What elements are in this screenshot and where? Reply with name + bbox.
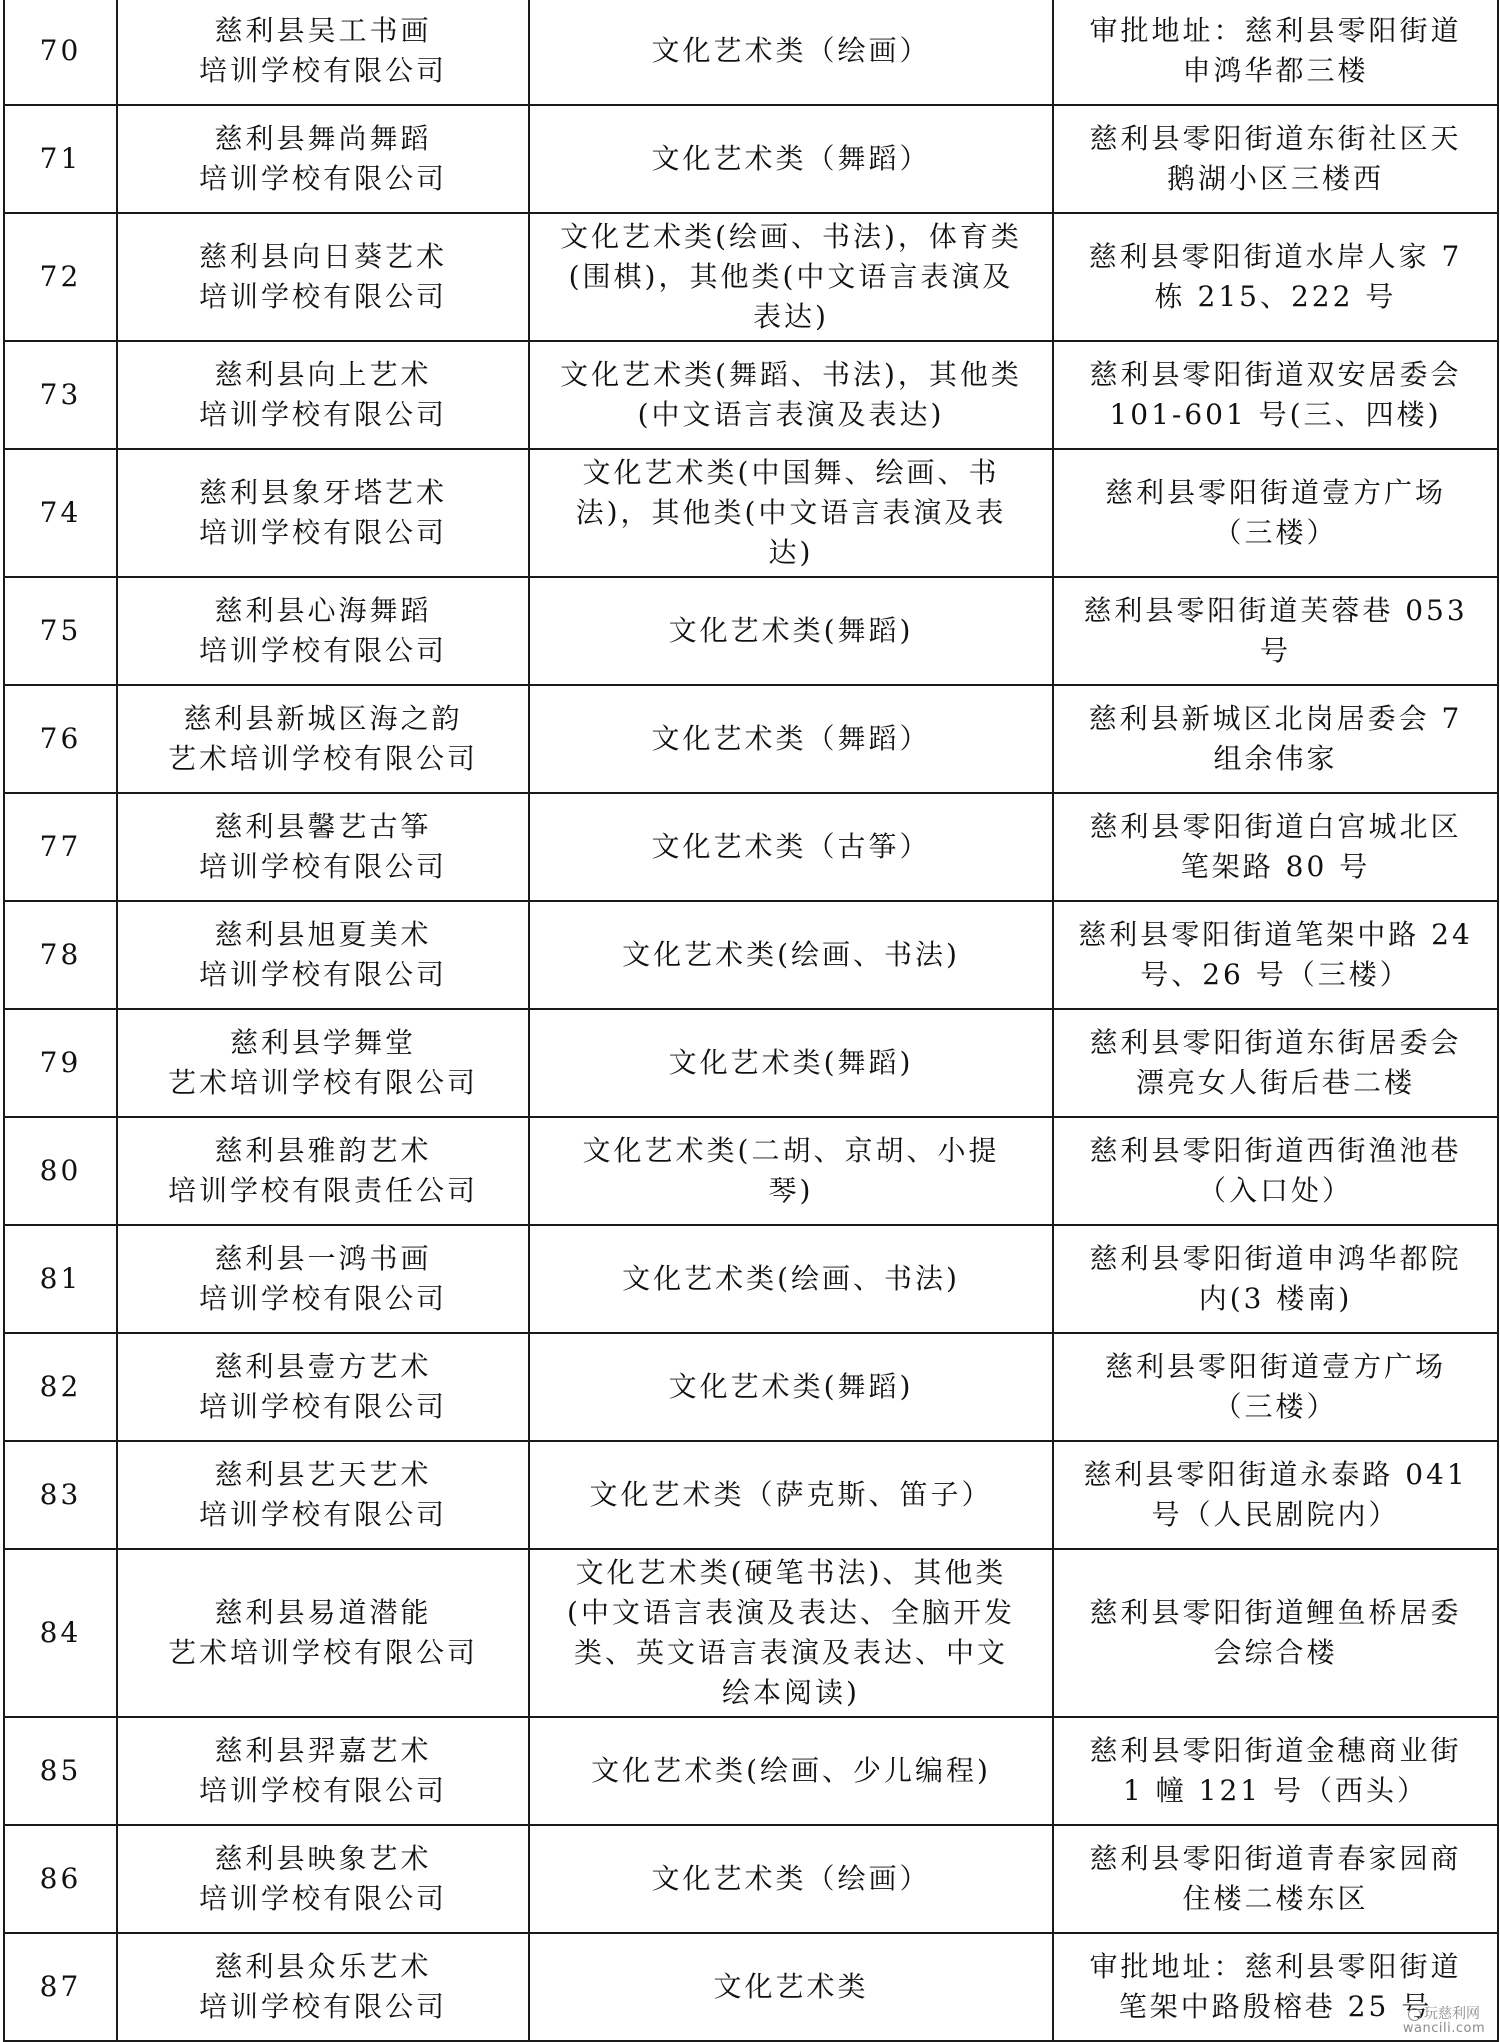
table-row <box>4 901 1498 1009</box>
address-line: 慈利县零阳街道芙蓉巷 053 <box>1083 594 1468 627</box>
category-line: (围棋)，其他类(中文语言表演及 <box>568 260 1014 293</box>
table-row <box>4 1717 1498 1825</box>
category-line: 文化艺术类（舞蹈） <box>651 142 931 175</box>
school-name-cell <box>117 341 529 449</box>
category-line: 绘本阅读) <box>722 1676 860 1709</box>
address-line: 鹅湖小区三楼西 <box>1166 162 1384 195</box>
address-line: 慈利县零阳街道东街社区天 <box>1089 122 1462 155</box>
address-line: 慈利县零阳街道壹方广场 <box>1104 1350 1446 1383</box>
category-cell <box>529 1333 1053 1441</box>
address-line: 号、26 号（三楼） <box>1140 958 1411 991</box>
address-line: （三楼） <box>1213 1390 1338 1423</box>
row-number-cell: 71 <box>4 105 117 213</box>
row-number-cell: 83 <box>4 1441 117 1549</box>
category-line: (中文语言表演及表达) <box>637 398 945 431</box>
table-row <box>4 685 1498 793</box>
row-number-cell: 79 <box>4 1009 117 1117</box>
address-line: 组余伟家 <box>1213 742 1338 775</box>
address-line: 慈利县零阳街道鲤鱼桥居委 <box>1089 1596 1462 1629</box>
row-number-cell: 86 <box>4 1825 117 1933</box>
address-line: 号 <box>1259 634 1291 667</box>
row-number-cell: 80 <box>4 1117 117 1225</box>
school-name-line: 培训学校有限公司 <box>198 1882 447 1915</box>
school-name-line: 培训学校有限公司 <box>198 1282 447 1315</box>
category-cell <box>529 793 1053 901</box>
category-line: (中文语言表演及表达、全脑开发 <box>567 1596 1015 1629</box>
category-line: 文化艺术类(舞蹈、书法)，其他类 <box>560 358 1022 391</box>
address-cell <box>1053 1549 1498 1717</box>
table-row <box>4 793 1498 901</box>
school-name-line: 培训学校有限公司 <box>198 280 447 313</box>
address-line: 1 幢 121 号（西头） <box>1123 1774 1428 1807</box>
category-line: 文化艺术类(绘画、书法) <box>622 938 960 971</box>
row-number-cell: 77 <box>4 793 117 901</box>
school-name-line: 艺术培训学校有限公司 <box>167 742 478 775</box>
school-name-line: 慈利县吴工书画 <box>214 14 432 47</box>
school-name-line: 慈利县学舞堂 <box>229 1026 416 1059</box>
category-cell <box>529 341 1053 449</box>
school-name-line: 培训学校有限公司 <box>198 634 447 667</box>
school-name-line: 培训学校有限公司 <box>198 1498 447 1531</box>
address-line: 漂亮女人街后巷二楼 <box>1135 1066 1415 1099</box>
address-line: 慈利县零阳街道永泰路 041 <box>1083 1458 1468 1491</box>
table-row <box>4 1225 1498 1333</box>
category-line: 文化艺术类（舞蹈） <box>651 722 931 755</box>
school-name-cell <box>117 449 529 577</box>
address-line: （入口处） <box>1197 1174 1353 1207</box>
category-line: 文化艺术类(绘画、书法)，体育类 <box>560 220 1022 253</box>
category-line: 达) <box>768 536 814 569</box>
address-line: 101-601 号(三、四楼) <box>1109 398 1442 431</box>
category-line: 文化艺术类（绘画） <box>651 34 931 67</box>
school-name-cell <box>117 0 529 105</box>
address-cell <box>1053 1441 1498 1549</box>
school-name-line: 培训学校有限公司 <box>198 162 447 195</box>
address-cell <box>1053 793 1498 901</box>
school-name-line: 慈利县壹方艺术 <box>214 1350 432 1383</box>
category-cell <box>529 1549 1053 1717</box>
address-line: 慈利县零阳街道笔架中路 24 <box>1078 918 1473 951</box>
address-cell <box>1053 1225 1498 1333</box>
row-number-cell: 87 <box>4 1933 117 2041</box>
address-cell <box>1053 1117 1498 1225</box>
address-line: 慈利县零阳街道东街居委会 <box>1089 1026 1462 1059</box>
row-number-cell: 72 <box>4 213 117 341</box>
school-name-cell <box>117 1441 529 1549</box>
school-name-line: 培训学校有限公司 <box>198 1390 447 1423</box>
category-cell <box>529 213 1053 341</box>
school-name-line: 慈利县羿嘉艺术 <box>214 1734 432 1767</box>
watermark-logo-icon <box>1408 2008 1421 2021</box>
address-line: 慈利县零阳街道申鸿华都院 <box>1089 1242 1462 1275</box>
school-name-cell <box>117 1333 529 1441</box>
site-watermark <box>1398 2006 1490 2037</box>
category-cell <box>529 577 1053 685</box>
address-line: 慈利县零阳街道壹方广场 <box>1104 476 1446 509</box>
address-line: 慈利县零阳街道西街渔池巷 <box>1089 1134 1462 1167</box>
address-line: 栋 215、222 号 <box>1154 280 1397 313</box>
row-number-cell: 70 <box>4 0 117 105</box>
address-line: 慈利县新城区北岗居委会 7 <box>1088 702 1463 735</box>
row-number-cell: 82 <box>4 1333 117 1441</box>
category-line: 琴) <box>768 1174 814 1207</box>
category-line: 文化艺术类（萨克斯、笛子） <box>589 1478 993 1511</box>
row-number-cell: 74 <box>4 449 117 577</box>
row-number-cell: 85 <box>4 1717 117 1825</box>
address-line: 审批地址：慈利县零阳街道 <box>1089 14 1462 47</box>
category-line: 文化艺术类(中国舞、绘画、书 <box>582 456 1000 489</box>
school-name-line: 培训学校有限公司 <box>198 516 447 549</box>
address-cell <box>1053 0 1498 105</box>
school-name-line: 慈利县映象艺术 <box>214 1842 432 1875</box>
school-name-line: 培训学校有限公司 <box>198 958 447 991</box>
category-line: 法)，其他类(中文语言表演及表 <box>575 496 1007 529</box>
school-name-line: 慈利县馨艺古筝 <box>214 810 432 843</box>
row-number-cell: 81 <box>4 1225 117 1333</box>
school-name-line: 培训学校有限公司 <box>198 1774 447 1807</box>
category-cell <box>529 1225 1053 1333</box>
category-line: 文化艺术类（绘画） <box>651 1862 931 1895</box>
school-name-line: 艺术培训学校有限公司 <box>167 1636 478 1669</box>
category-line: 文化艺术类(绘画、少儿编程) <box>591 1754 991 1787</box>
category-line: 文化艺术类(舞蹈) <box>668 614 914 647</box>
school-name-line: 慈利县艺天艺术 <box>214 1458 432 1491</box>
address-line: 号（人民剧院内） <box>1151 1498 1400 1531</box>
table-row <box>4 1117 1498 1225</box>
address-line: 笔架路 80 号 <box>1180 850 1371 883</box>
address-cell <box>1053 341 1498 449</box>
table-row <box>4 1441 1498 1549</box>
school-name-line: 慈利县向日葵艺术 <box>198 240 447 273</box>
category-cell <box>529 1009 1053 1117</box>
category-cell <box>529 0 1053 105</box>
school-name-cell <box>117 685 529 793</box>
address-line: 会综合楼 <box>1213 1636 1338 1669</box>
category-cell <box>529 685 1053 793</box>
school-name-line: 培训学校有限责任公司 <box>167 1174 478 1207</box>
school-name-line: 慈利县一鸿书画 <box>214 1242 432 1275</box>
category-cell <box>529 901 1053 1009</box>
school-name-line: 培训学校有限公司 <box>198 850 447 883</box>
address-cell <box>1053 901 1498 1009</box>
table-row <box>4 1009 1498 1117</box>
address-cell <box>1053 685 1498 793</box>
school-name-cell <box>117 901 529 1009</box>
table-row <box>4 0 1498 105</box>
school-name-line: 慈利县易道潜能 <box>214 1596 432 1629</box>
address-line: 慈利县零阳街道双安居委会 <box>1089 358 1462 391</box>
school-name-cell <box>117 1933 529 2041</box>
row-number-cell: 75 <box>4 577 117 685</box>
row-number-cell: 76 <box>4 685 117 793</box>
row-number-cell: 73 <box>4 341 117 449</box>
table-row <box>4 105 1498 213</box>
address-cell <box>1053 577 1498 685</box>
school-name-line: 培训学校有限公司 <box>198 54 447 87</box>
row-number-cell: 84 <box>4 1549 117 1717</box>
address-cell <box>1053 1717 1498 1825</box>
table-row <box>4 449 1498 577</box>
category-line: 文化艺术类(二胡、京胡、小提 <box>582 1134 1000 1167</box>
category-line: 类、英文语言表演及表达、中文 <box>573 1636 1008 1669</box>
school-name-cell <box>117 1717 529 1825</box>
table-row <box>4 1933 1498 2041</box>
category-cell <box>529 1441 1053 1549</box>
category-line: 文化艺术类 <box>713 1970 869 2003</box>
school-name-line: 艺术培训学校有限公司 <box>167 1066 478 1099</box>
school-name-cell <box>117 105 529 213</box>
category-cell <box>529 1117 1053 1225</box>
address-line: （三楼） <box>1213 516 1338 549</box>
address-line: 慈利县零阳街道青春家园商 <box>1089 1842 1462 1875</box>
school-name-cell <box>117 1225 529 1333</box>
category-line: 文化艺术类(绘画、书法) <box>622 1262 960 1295</box>
school-name-line: 慈利县向上艺术 <box>214 358 432 391</box>
school-name-line: 慈利县象牙塔艺术 <box>198 476 447 509</box>
table-body <box>4 0 1498 2041</box>
row-number-cell: 78 <box>4 901 117 1009</box>
address-cell <box>1053 213 1498 341</box>
address-line: 申鸿华都三楼 <box>1182 54 1369 87</box>
table-row <box>4 577 1498 685</box>
address-line: 慈利县零阳街道金穗商业街 <box>1089 1734 1462 1767</box>
address-line: 住楼二楼东区 <box>1182 1882 1369 1915</box>
table-row <box>4 1549 1498 1717</box>
table-row <box>4 213 1498 341</box>
address-line: 笔架中路殷榕巷 25 号 <box>1118 1990 1433 2023</box>
category-cell <box>529 105 1053 213</box>
school-name-cell <box>117 577 529 685</box>
category-line: 文化艺术类（古筝） <box>651 830 931 863</box>
school-name-line: 慈利县心海舞蹈 <box>214 594 432 627</box>
table-row <box>4 1333 1498 1441</box>
category-cell <box>529 449 1053 577</box>
school-name-cell <box>117 1009 529 1117</box>
category-line: 文化艺术类(舞蹈) <box>668 1046 914 1079</box>
school-name-line: 慈利县新城区海之韵 <box>183 702 463 735</box>
school-name-line: 慈利县雅韵艺术 <box>214 1134 432 1167</box>
school-name-line: 慈利县众乐艺术 <box>214 1950 432 1983</box>
watermark-url: wancili.com <box>1402 2021 1486 2037</box>
address-cell <box>1053 1333 1498 1441</box>
category-cell <box>529 1933 1053 2041</box>
table-row <box>4 341 1498 449</box>
category-line: 表达) <box>753 300 829 333</box>
school-name-line: 慈利县舞尚舞蹈 <box>214 122 432 155</box>
table-row <box>4 1825 1498 1933</box>
address-line: 慈利县零阳街道水岸人家 7 <box>1088 240 1463 273</box>
category-line: 文化艺术类(舞蹈) <box>668 1370 914 1403</box>
category-cell <box>529 1825 1053 1933</box>
watermark-title: 玩慈利网 <box>1424 2005 1480 2022</box>
address-line: 审批地址：慈利县零阳街道 <box>1089 1950 1462 1983</box>
address-cell <box>1053 105 1498 213</box>
address-line: 内(3 楼南) <box>1198 1282 1353 1315</box>
address-line: 慈利县零阳街道白宫城北区 <box>1089 810 1462 843</box>
address-cell <box>1053 1009 1498 1117</box>
category-line: 文化艺术类(硬笔书法)、其他类 <box>575 1556 1007 1589</box>
school-name-cell <box>117 1825 529 1933</box>
category-cell <box>529 1717 1053 1825</box>
school-name-line: 培训学校有限公司 <box>198 398 447 431</box>
school-name-line: 慈利县旭夏美术 <box>214 918 432 951</box>
school-name-cell <box>117 1549 529 1717</box>
school-list-table <box>3 0 1499 2042</box>
school-name-line: 培训学校有限公司 <box>198 1990 447 2023</box>
school-name-cell <box>117 793 529 901</box>
address-cell <box>1053 1825 1498 1933</box>
school-name-cell <box>117 1117 529 1225</box>
school-name-cell <box>117 213 529 341</box>
address-cell <box>1053 449 1498 577</box>
